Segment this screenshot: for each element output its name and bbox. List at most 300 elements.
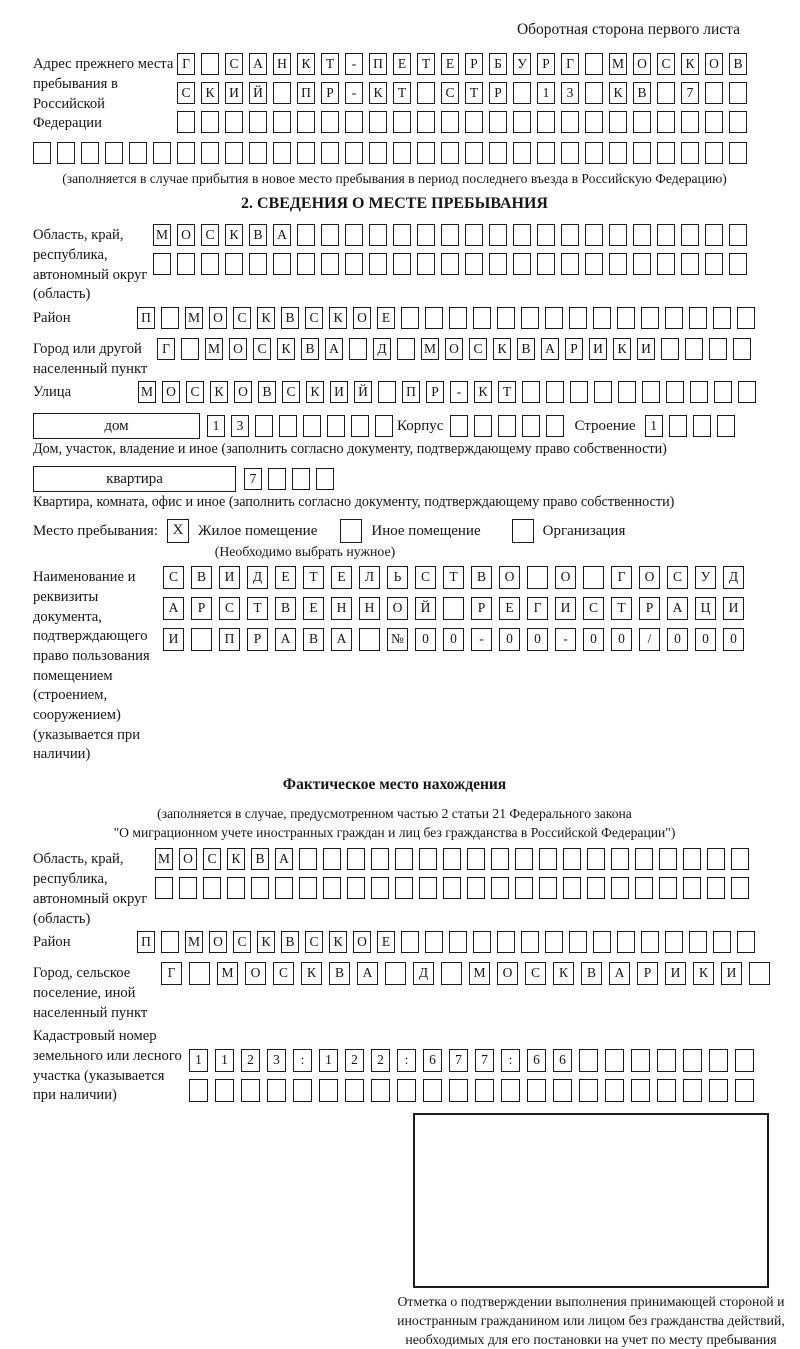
char-box[interactable] [690,381,708,403]
char-box[interactable] [105,142,123,164]
char-box[interactable]: Т [611,597,632,620]
char-box[interactable] [177,142,195,164]
char-box[interactable] [179,877,197,899]
char-box[interactable] [417,253,435,275]
char-box[interactable] [657,253,675,275]
char-box[interactable]: 0 [723,628,744,651]
char-box[interactable]: А [325,338,343,360]
char-box[interactable] [450,415,468,437]
char-box[interactable]: К [297,53,315,75]
char-box[interactable]: - [345,82,363,104]
char-box[interactable]: К [329,931,347,953]
char-box[interactable]: Л [359,566,380,589]
char-box[interactable] [397,1079,416,1102]
char-box[interactable]: О [245,962,266,985]
char-box[interactable] [685,338,703,360]
char-box[interactable] [443,597,464,620]
char-box[interactable] [393,111,411,133]
char-box[interactable] [227,877,245,899]
checkbox-other-premises[interactable] [340,519,362,543]
char-box[interactable]: К [553,962,574,985]
char-box[interactable]: П [137,307,155,329]
char-box[interactable]: Т [247,597,268,620]
char-box[interactable] [375,415,393,437]
char-box[interactable]: Д [247,566,268,589]
char-box[interactable]: Т [417,53,435,75]
char-box[interactable]: С [667,566,688,589]
char-box[interactable]: С [186,381,204,403]
char-box[interactable] [161,931,179,953]
char-box[interactable] [201,53,219,75]
char-box[interactable] [393,253,411,275]
char-box[interactable] [705,224,723,246]
char-box[interactable]: И [330,381,348,403]
char-box[interactable] [633,224,651,246]
char-box[interactable] [729,82,747,104]
char-box[interactable] [631,1049,650,1072]
char-box[interactable] [191,628,212,651]
char-box[interactable]: О [229,338,247,360]
char-box[interactable] [345,224,363,246]
char-box[interactable] [299,877,317,899]
char-box[interactable] [465,253,483,275]
char-box[interactable]: Б [489,53,507,75]
char-box[interactable] [475,1079,494,1102]
char-box[interactable]: О [705,53,723,75]
char-box[interactable] [561,253,579,275]
char-box[interactable]: А [275,628,296,651]
char-box[interactable] [401,307,419,329]
char-box[interactable]: В [729,53,747,75]
char-box[interactable]: : [501,1049,520,1072]
char-box[interactable]: М [421,338,439,360]
char-box[interactable] [605,1049,624,1072]
char-box[interactable]: 6 [553,1049,572,1072]
char-box[interactable] [153,142,171,164]
char-box[interactable]: 3 [231,415,249,437]
char-box[interactable]: О [353,931,371,953]
checkbox-residential[interactable]: X [167,519,189,543]
char-box[interactable] [735,1049,754,1072]
char-box[interactable] [631,1079,650,1102]
char-box[interactable]: 0 [667,628,688,651]
char-box[interactable] [609,142,627,164]
char-box[interactable]: С [415,566,436,589]
char-box[interactable] [561,142,579,164]
char-box[interactable] [249,253,267,275]
house-field-label-box[interactable]: дом [33,413,200,439]
char-box[interactable] [491,848,509,870]
char-box[interactable]: О [499,566,520,589]
char-box[interactable] [593,307,611,329]
char-box[interactable] [441,224,459,246]
char-box[interactable] [527,566,548,589]
char-box[interactable]: О [639,566,660,589]
char-box[interactable]: К [609,82,627,104]
char-box[interactable]: О [234,381,252,403]
char-box[interactable] [546,415,564,437]
char-box[interactable] [705,142,723,164]
char-box[interactable] [369,111,387,133]
char-box[interactable]: В [301,338,319,360]
char-box[interactable] [395,848,413,870]
char-box[interactable] [609,224,627,246]
char-box[interactable] [393,224,411,246]
char-box[interactable] [738,381,756,403]
char-box[interactable] [545,931,563,953]
char-box[interactable] [417,224,435,246]
char-box[interactable] [569,931,587,953]
char-box[interactable]: 0 [527,628,548,651]
char-box[interactable]: П [297,82,315,104]
char-box[interactable]: С [282,381,300,403]
char-box[interactable]: С [441,82,459,104]
char-box[interactable] [401,931,419,953]
char-box[interactable] [669,415,687,437]
char-box[interactable]: Е [303,597,324,620]
char-box[interactable]: С [253,338,271,360]
char-box[interactable] [713,307,731,329]
char-box[interactable] [349,338,367,360]
char-box[interactable]: О [445,338,463,360]
char-box[interactable] [683,848,701,870]
char-box[interactable] [321,142,339,164]
char-box[interactable]: А [275,848,293,870]
char-box[interactable]: Й [249,82,267,104]
char-box[interactable]: В [281,931,299,953]
char-box[interactable]: К [210,381,228,403]
char-box[interactable] [729,253,747,275]
char-box[interactable]: У [695,566,716,589]
char-box[interactable] [683,877,701,899]
char-box[interactable] [327,415,345,437]
char-box[interactable] [527,1079,546,1102]
char-box[interactable]: И [225,82,243,104]
char-box[interactable] [735,1079,754,1102]
char-box[interactable] [693,415,711,437]
char-box[interactable] [225,142,243,164]
char-box[interactable] [681,142,699,164]
char-box[interactable] [425,931,443,953]
char-box[interactable] [297,253,315,275]
char-box[interactable] [657,142,675,164]
char-box[interactable] [609,253,627,275]
char-box[interactable] [617,931,635,953]
char-box[interactable] [539,848,557,870]
char-box[interactable]: 2 [241,1049,260,1072]
char-box[interactable] [609,111,627,133]
char-box[interactable] [497,931,515,953]
char-box[interactable] [201,253,219,275]
char-box[interactable] [465,142,483,164]
char-box[interactable]: Т [498,381,516,403]
confirmation-stamp-box[interactable] [413,1113,769,1288]
char-box[interactable] [665,931,683,953]
char-box[interactable] [733,338,751,360]
char-box[interactable]: О [209,307,227,329]
char-box[interactable] [657,224,675,246]
char-box[interactable]: С [469,338,487,360]
char-box[interactable]: А [273,224,291,246]
char-box[interactable]: О [162,381,180,403]
char-box[interactable]: А [331,628,352,651]
char-box[interactable] [641,931,659,953]
char-box[interactable]: Е [377,931,395,953]
char-box[interactable] [417,142,435,164]
char-box[interactable] [465,111,483,133]
char-box[interactable] [293,1079,312,1102]
char-box[interactable]: № [387,628,408,651]
char-box[interactable] [513,82,531,104]
char-box[interactable]: : [293,1049,312,1072]
char-box[interactable]: Г [527,597,548,620]
char-box[interactable] [513,253,531,275]
char-box[interactable] [561,111,579,133]
char-box[interactable] [501,1079,520,1102]
char-box[interactable]: И [665,962,686,985]
char-box[interactable]: Р [465,53,483,75]
char-box[interactable] [642,381,660,403]
char-box[interactable] [489,142,507,164]
char-box[interactable]: К [613,338,631,360]
char-box[interactable]: В [471,566,492,589]
char-box[interactable]: Е [393,53,411,75]
char-box[interactable]: М [138,381,156,403]
char-box[interactable] [371,848,389,870]
char-box[interactable] [681,111,699,133]
char-box[interactable] [515,848,533,870]
char-box[interactable] [689,307,707,329]
char-box[interactable] [489,224,507,246]
char-box[interactable]: К [474,381,492,403]
char-box[interactable]: 6 [527,1049,546,1072]
char-box[interactable] [579,1049,598,1072]
char-box[interactable]: М [185,931,203,953]
char-box[interactable] [585,224,603,246]
char-box[interactable] [345,111,363,133]
char-box[interactable] [369,224,387,246]
char-box[interactable] [709,1079,728,1102]
char-box[interactable]: 3 [267,1049,286,1072]
char-box[interactable]: Й [415,597,436,620]
char-box[interactable] [323,848,341,870]
char-box[interactable]: М [609,53,627,75]
char-box[interactable]: К [306,381,324,403]
char-box[interactable]: А [541,338,559,360]
char-box[interactable]: М [185,307,203,329]
char-box[interactable]: Р [637,962,658,985]
char-box[interactable]: 0 [695,628,716,651]
char-box[interactable] [641,307,659,329]
char-box[interactable] [378,381,396,403]
char-box[interactable] [585,253,603,275]
char-box[interactable] [299,848,317,870]
char-box[interactable]: А [249,53,267,75]
char-box[interactable] [635,877,653,899]
char-box[interactable] [737,307,755,329]
char-box[interactable] [522,415,540,437]
char-box[interactable] [423,1079,442,1102]
char-box[interactable]: Ц [695,597,716,620]
char-box[interactable]: К [225,224,243,246]
char-box[interactable]: С [225,53,243,75]
char-box[interactable]: С [177,82,195,104]
char-box[interactable]: С [305,307,323,329]
char-box[interactable]: В [303,628,324,651]
char-box[interactable] [189,962,210,985]
char-box[interactable]: 2 [371,1049,390,1072]
char-box[interactable] [297,111,315,133]
char-box[interactable] [731,877,749,899]
char-box[interactable]: А [609,962,630,985]
char-box[interactable] [635,848,653,870]
char-box[interactable]: К [301,962,322,985]
char-box[interactable] [553,1079,572,1102]
char-box[interactable]: К [277,338,295,360]
char-box[interactable]: 0 [415,628,436,651]
char-box[interactable] [241,1079,260,1102]
char-box[interactable] [689,931,707,953]
char-box[interactable] [749,962,770,985]
char-box[interactable]: Р [247,628,268,651]
char-box[interactable] [153,253,171,275]
char-box[interactable]: И [721,962,742,985]
char-box[interactable] [474,415,492,437]
char-box[interactable]: О [387,597,408,620]
char-box[interactable] [569,307,587,329]
char-box[interactable] [729,142,747,164]
char-box[interactable]: А [667,597,688,620]
char-box[interactable] [425,307,443,329]
char-box[interactable]: Н [359,597,380,620]
char-box[interactable] [537,142,555,164]
char-box[interactable] [491,877,509,899]
char-box[interactable]: В [633,82,651,104]
char-box[interactable] [279,415,297,437]
char-box[interactable]: Р [489,82,507,104]
char-box[interactable]: - [555,628,576,651]
char-box[interactable]: Т [465,82,483,104]
char-box[interactable] [345,142,363,164]
char-box[interactable]: 2 [345,1049,364,1072]
char-box[interactable] [275,877,293,899]
char-box[interactable]: К [257,931,275,953]
char-box[interactable]: И [163,628,184,651]
char-box[interactable] [161,307,179,329]
char-box[interactable] [251,877,269,899]
char-box[interactable]: К [329,307,347,329]
char-box[interactable]: С [203,848,221,870]
char-box[interactable]: Г [161,962,182,985]
char-box[interactable] [268,468,286,490]
char-box[interactable]: У [513,53,531,75]
char-box[interactable] [369,253,387,275]
char-box[interactable]: Е [377,307,395,329]
char-box[interactable] [657,82,675,104]
char-box[interactable] [321,253,339,275]
char-box[interactable] [177,111,195,133]
char-box[interactable]: Т [303,566,324,589]
char-box[interactable] [443,848,461,870]
char-box[interactable]: П [219,628,240,651]
char-box[interactable]: К [227,848,245,870]
char-box[interactable]: С [233,931,251,953]
char-box[interactable] [546,381,564,403]
char-box[interactable] [657,111,675,133]
char-box[interactable] [417,82,435,104]
char-box[interactable] [441,142,459,164]
char-box[interactable]: М [217,962,238,985]
char-box[interactable]: К [493,338,511,360]
char-box[interactable]: И [589,338,607,360]
char-box[interactable] [707,877,725,899]
char-box[interactable] [561,224,579,246]
char-box[interactable]: - [471,628,492,651]
char-box[interactable]: - [450,381,468,403]
char-box[interactable] [633,111,651,133]
char-box[interactable]: К [681,53,699,75]
char-box[interactable] [489,111,507,133]
char-box[interactable] [385,962,406,985]
char-box[interactable]: В [249,224,267,246]
char-box[interactable] [215,1079,234,1102]
char-box[interactable]: 7 [244,468,262,490]
char-box[interactable]: И [219,566,240,589]
char-box[interactable]: С [305,931,323,953]
char-box[interactable] [316,468,334,490]
char-box[interactable]: Р [471,597,492,620]
char-box[interactable]: Р [321,82,339,104]
char-box[interactable]: 6 [423,1049,442,1072]
char-box[interactable]: Й [354,381,372,403]
char-box[interactable]: Г [157,338,175,360]
char-box[interactable] [563,848,581,870]
char-box[interactable]: Е [499,597,520,620]
char-box[interactable] [570,381,588,403]
char-box[interactable] [513,142,531,164]
char-box[interactable]: Н [331,597,352,620]
char-box[interactable] [225,111,243,133]
char-box[interactable] [419,877,437,899]
char-box[interactable]: Д [413,962,434,985]
char-box[interactable] [443,877,461,899]
char-box[interactable] [449,1079,468,1102]
char-box[interactable] [303,415,321,437]
char-box[interactable]: В [191,566,212,589]
char-box[interactable]: Т [321,53,339,75]
char-box[interactable]: Е [275,566,296,589]
char-box[interactable] [189,1079,208,1102]
char-box[interactable]: К [257,307,275,329]
char-box[interactable] [345,253,363,275]
char-box[interactable]: В [258,381,276,403]
char-box[interactable]: Р [565,338,583,360]
char-box[interactable]: С [163,566,184,589]
char-box[interactable]: Д [723,566,744,589]
char-box[interactable] [351,415,369,437]
char-box[interactable] [473,307,491,329]
char-box[interactable] [347,877,365,899]
char-box[interactable] [321,111,339,133]
char-box[interactable]: 1 [645,415,663,437]
char-box[interactable] [249,111,267,133]
char-box[interactable] [633,253,651,275]
char-box[interactable] [633,142,651,164]
char-box[interactable] [611,848,629,870]
char-box[interactable] [449,307,467,329]
char-box[interactable]: 0 [583,628,604,651]
char-box[interactable]: О [209,931,227,953]
